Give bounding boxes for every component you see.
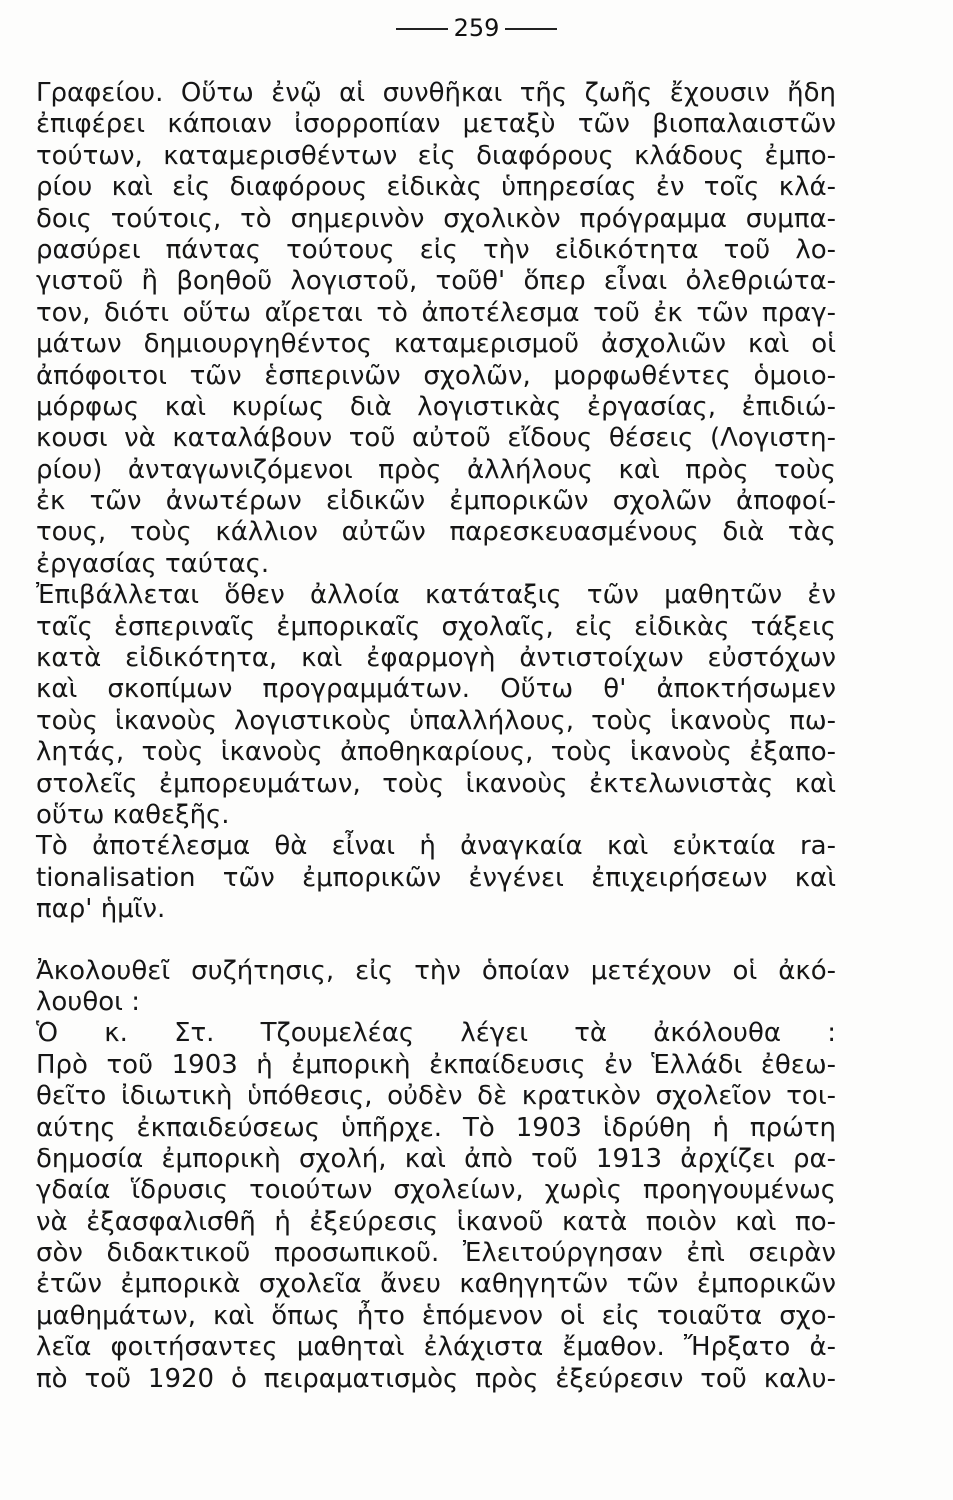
header-dash-right: [505, 28, 557, 30]
text-line: γδαία ἵδρυσις τοιούτων σχολείων, χωρὶς προηγουμένως: [36, 1175, 836, 1206]
text-line: tionalisation τῶν ἐμπορικῶν ἐνγένει ἐπιχειρήσεων καὶ: [36, 862, 836, 893]
text-line: τους, τοὺς κάλλιον αὐτῶν παρεσκευασμένους διὰ τὰς: [36, 517, 836, 548]
text-line: Τὸ ἀποτέλεσμα θὰ εἶναι ἡ ἀναγκαία καὶ εὐκταία ra-: [36, 831, 836, 862]
text-line: παρ' ἡμῖν.: [36, 894, 166, 925]
page-header: [0, 14, 953, 42]
text-line: μαθημάτων, καὶ ὅπως ἦτο ἑπόμενον οἱ εἰς τοιαῦτα σχο-: [36, 1300, 836, 1331]
text-line: ρίου καὶ εἰς διαφόρους εἰδικὰς ὑπηρεσίας ἐν τοῖς κλά-: [36, 172, 836, 203]
text-line: Ἐπιβάλλεται ὅθεν ἀλλοία κατάταξις τῶν μαθητῶν ἐν: [36, 580, 836, 611]
text-line: λουθοι :: [36, 986, 140, 1017]
paragraph-1: [36, 78, 836, 580]
text-line: Γραφείου. Οὕτω ἐνῷ αἱ συνθῆκαι τῆς ζωῆς ἔχουσιν ἤδη: [36, 78, 836, 108]
text-line: δοις τούτοις, τὸ σημερινὸν σχολικὸν πρόγραμμα συμπα-: [36, 203, 836, 234]
text-line: ρασύρει πάντας τούτους εἰς τὴν εἰδικότητα τοῦ λο-: [36, 234, 836, 265]
text-line: στολεῖς ἐμπορευμάτων, τοὺς ἱκανοὺς ἐκτελωνιστὰς καὶ: [36, 768, 836, 799]
text-line: καὶ σκοπίμων προγραμμάτων. Οὕτω θ' ἀποκτήσωμεν: [36, 674, 836, 705]
text-line: ἐπιφέρει κάποιαν ἰσορροπίαν μεταξὺ τῶν βιοπαλαιστῶν: [36, 109, 836, 140]
text-line: ταῖς ἑσπεριναῖς ἐμπορικαῖς σχολαῖς, εἰς εἰδικὰς τάξεις: [36, 611, 836, 642]
text-line: Πρὸ τοῦ 1903 ἡ ἐμπορικὴ ἐκπαίδευσις ἐν Ἑλλάδι ἐθεω-: [36, 1049, 836, 1080]
page-number: 259: [453, 14, 500, 42]
page-body: [36, 78, 836, 1395]
text-line: λεῖα φοιτήσαντες μαθηταὶ ἐλάχιστα ἔμαθον. Ἤρξατο ἀ-: [36, 1332, 836, 1363]
header-dash-left: [396, 28, 448, 30]
text-line: γιστοῦ ἢ βοηθοῦ λογιστοῦ, τοῦθ' ὅπερ εἶναι ὀλεθριώτα-: [36, 266, 836, 297]
text-line: ρίου) ἀνταγωνιζόμενοι πρὸς ἀλλήλους καὶ πρὸς τοὺς: [36, 454, 836, 485]
text-line: ἐτῶν ἐμπορικὰ σχολεῖα ἄνευ καθηγητῶν τῶν ἐμπορικῶν: [36, 1269, 836, 1300]
paragraph-3: [36, 831, 836, 925]
text-line: δημοσία ἐμπορικὴ σχολή, καὶ ἀπὸ τοῦ 1913 ἀρχίζει ρα-: [36, 1143, 836, 1174]
text-line: πὸ τοῦ 1920 ὁ πειραματισμὸς πρὸς ἐξεύρεσιν τοῦ καλυ-: [36, 1363, 836, 1394]
text-line: ἐργασίας ταύτας.: [36, 548, 270, 579]
text-line: αύτης ἐκπαιδεύσεως ὑπῆρχε. Τὸ 1903 ἱδρύθη ἡ πρώτη: [36, 1112, 836, 1143]
text-line: κουσι νὰ καταλάβουν τοῦ αὐτοῦ εἴδους θέσεις (Λογιστη-: [36, 423, 836, 454]
text-line: μάτων δημιουργηθέντος καταμερισμοῦ ἀσχολιῶν καὶ οἱ: [36, 329, 836, 360]
paragraph-5: [36, 1018, 836, 1395]
text-line: Ὁ κ. Στ. Τζουμελέας λέγει τὰ ἀκόλουθα :: [36, 1018, 836, 1049]
text-line: κατὰ εἰδικότητα, καὶ ἐφαρμογὴ ἀντιστοίχων εὐστόχων: [36, 643, 836, 674]
text-line: τούτων, καταμερισθέντων εἰς διαφόρους κλάδους ἐμπο-: [36, 140, 836, 171]
paragraph-4: [36, 956, 836, 1019]
text-line: οὕτω καθεξῆς.: [36, 799, 230, 830]
text-line: ἐκ τῶν ἀνωτέρων εἰδικῶν ἐμπορικῶν σχολῶν ἀποφοί-: [36, 486, 836, 517]
text-line: νὰ ἐξασφαλισθῆ ἡ ἐξεύρεσις ἱκανοῦ κατὰ ποιὸν καὶ πο-: [36, 1206, 836, 1237]
text-line: ἀπόφοιτοι τῶν ἑσπερινῶν σχολῶν, μορφωθέντες ὁμοιο-: [36, 360, 836, 391]
text-line: μόρφως καὶ κυρίως διὰ λογιστικὰς ἐργασίας, ἐπιδιώ-: [36, 391, 836, 422]
text-line: θεῖτο ἰδιωτικὴ ὑπόθεσις, οὐδὲν δὲ κρατικὸν σχολεῖον τοι-: [36, 1081, 836, 1112]
text-line: τον, διότι οὕτω αἴρεται τὸ ἀποτέλεσμα τοῦ ἐκ τῶν πραγ-: [36, 297, 836, 328]
text-line: λητάς, τοὺς ἱκανοὺς ἀποθηκαρίους, τοὺς ἱκανοὺς ἐξαπο-: [36, 737, 836, 768]
paragraph-2: [36, 580, 836, 831]
text-line: τοὺς ἱκανοὺς λογιστικοὺς ὑπαλλήλους, τοὺς ἱκανοὺς πω-: [36, 705, 836, 736]
text-line: Ἀκολουθεῖ συζήτησις, εἰς τὴν ὁποίαν μετέχουν οἱ ἀκό-: [36, 955, 836, 986]
text-line: σὸν διδακτικοῦ προσωπικοῦ. Ἐλειτούργησαν ἐπὶ σειρὰν: [36, 1238, 836, 1269]
